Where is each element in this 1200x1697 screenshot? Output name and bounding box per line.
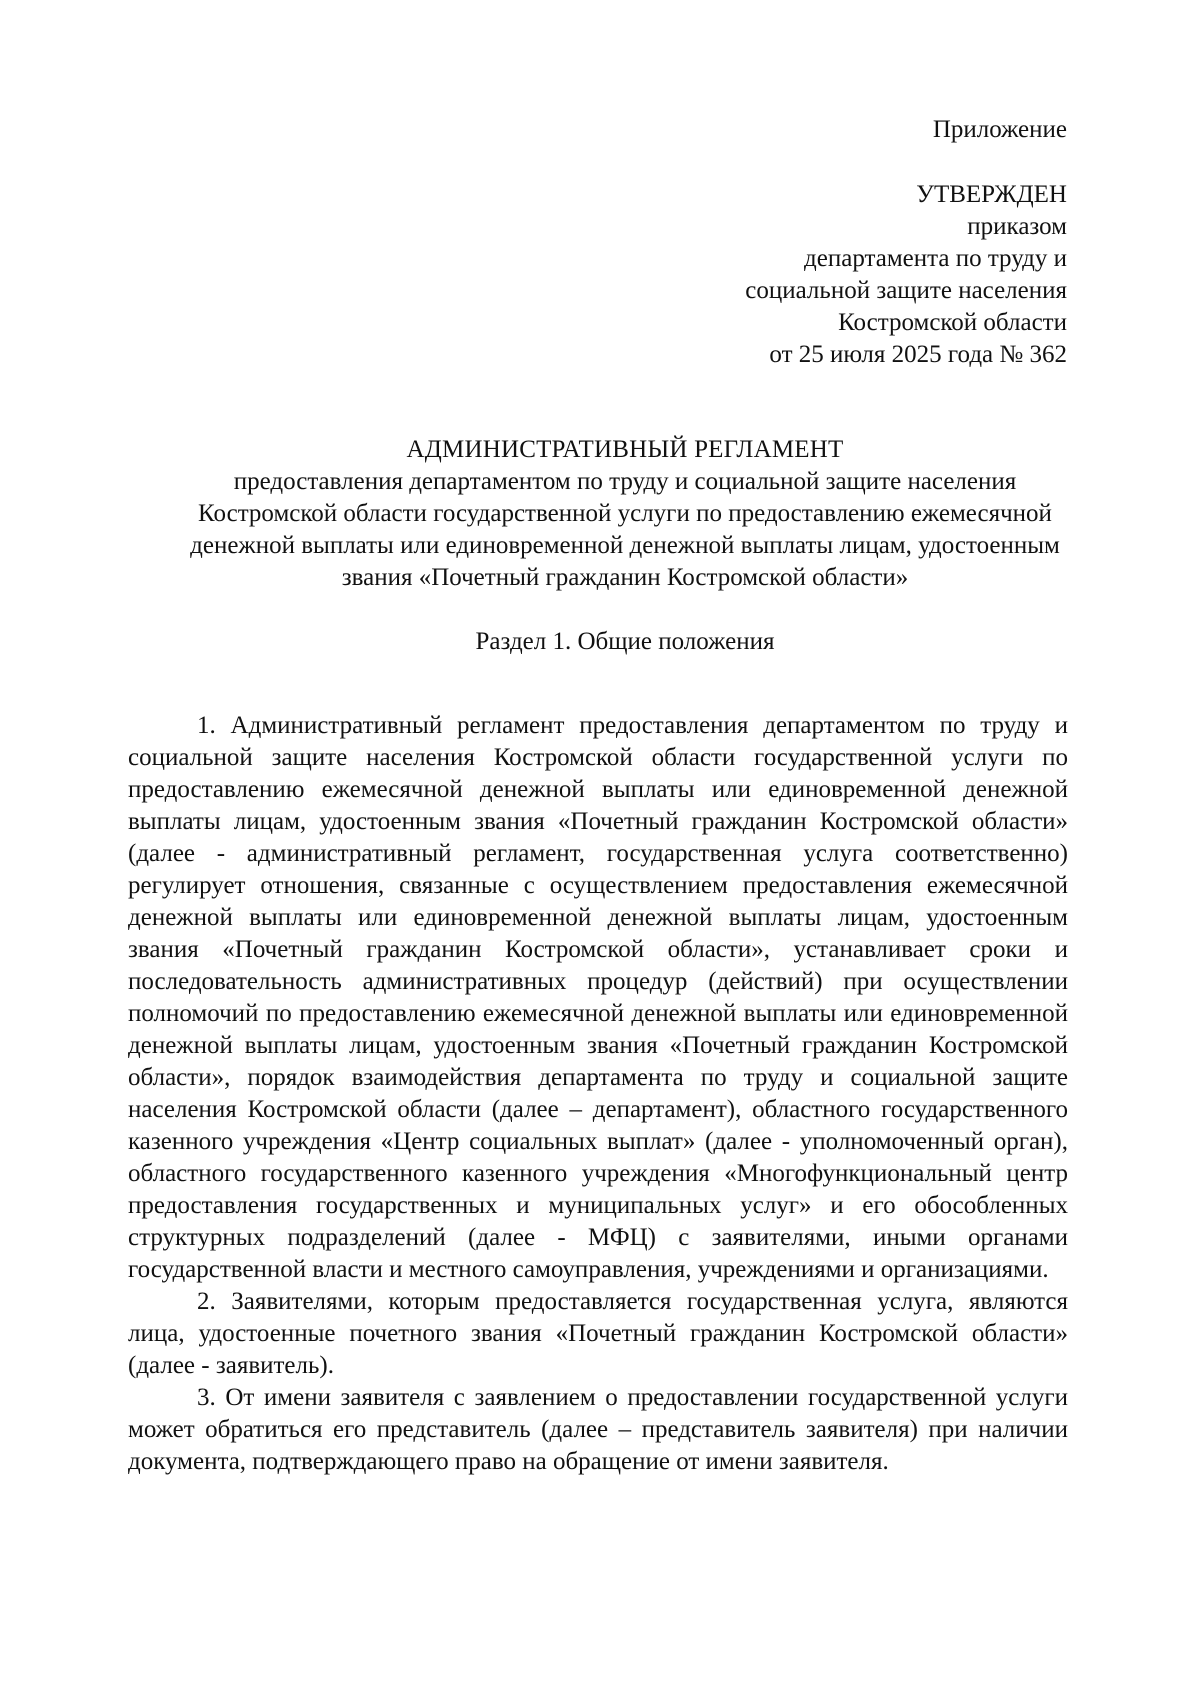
- appendix-label: Приложение: [932, 116, 1067, 143]
- appendix-label-block: [567, 114, 1067, 146]
- document-subtitle-line: денежной выплаты или единовременной денежной выплаты лицам, удостоенным: [190, 532, 1060, 559]
- approval-line: департамента по труду и: [804, 245, 1067, 272]
- document-subtitle-line: звания «Почетный гражданин Костромской области»: [341, 564, 909, 591]
- paragraph-1: 1. Административный регламент предоставления департаментом по труду и социальной защите населения Костромской области государственной услуги по предоставлению ежемесячной денежной выплаты или единовременной денежной выплаты лицам, удостоенным звания «Почетный гражданин Костромской области» (далее - административный регламент, государственная услуга соответственно) регулирует отношения, связанные с осуществлением предоставления ежемесячной денежной выплаты или единовременной денежной выплаты лицам, удостоенным звания «Почетный гражданин Костромской области», устанавливает сроки и последовательность административных процедур (действий) при осуществлении полномочий по предоставлению ежемесячной денежной выплаты или единовременной денежной выплаты лицам, удостоенным звания «Почетный гражданин Костромской области», порядок взаимодействия департамента по труду и социальной защите населения Костромской области (далее – департамент), областного государственного казенного учреждения «Центр социальных выплат» (далее - уполномоченный орган), областного государственного казенного учреждения «Многофункциональный центр предоставления государственных и муниципальных услуг» и его обособленных структурных подразделений (далее - МФЦ) с заявителями, иными органами государственной власти и местного самоуправления, учреждениями и организациями.: [128, 712, 1068, 1283]
- approval-line: приказом: [967, 213, 1067, 240]
- approval-order-date-number: от 25 июля 2025 года № 362: [769, 341, 1067, 368]
- approval-line: социальной защите населения: [745, 277, 1067, 304]
- document-title-block: [100, 434, 1150, 594]
- document-subtitle-line: предоставления департаментом по труду и социальной защите населения: [233, 468, 1017, 495]
- document-title: АДМИНИСТРАТИВНЫЙ РЕГЛАМЕНТ: [406, 436, 844, 463]
- paragraph-3: 3. От имени заявителя с заявлением о предоставлении государственной услуги может обратиться его представитель (далее – представитель заявителя) при наличии документа, подтверждающего право на обращение от имени заявителя.: [128, 1384, 1068, 1475]
- approval-line: Костромской области: [838, 309, 1067, 336]
- paragraph-2: 2. Заявителями, которым предоставляется государственная услуга, являются лица, удостоенные почетного звания «Почетный гражданин Костромской области» (далее - заявитель).: [128, 1288, 1068, 1379]
- approved-label: УТВЕРЖДЕН: [916, 181, 1067, 208]
- document-body: [128, 710, 1068, 1478]
- document-subtitle-line: Костромской области государственной услуги по предоставлению ежемесячной: [198, 500, 1052, 527]
- section-heading: Раздел 1. Общие положения: [475, 628, 775, 655]
- approval-stamp-block: [507, 179, 1067, 371]
